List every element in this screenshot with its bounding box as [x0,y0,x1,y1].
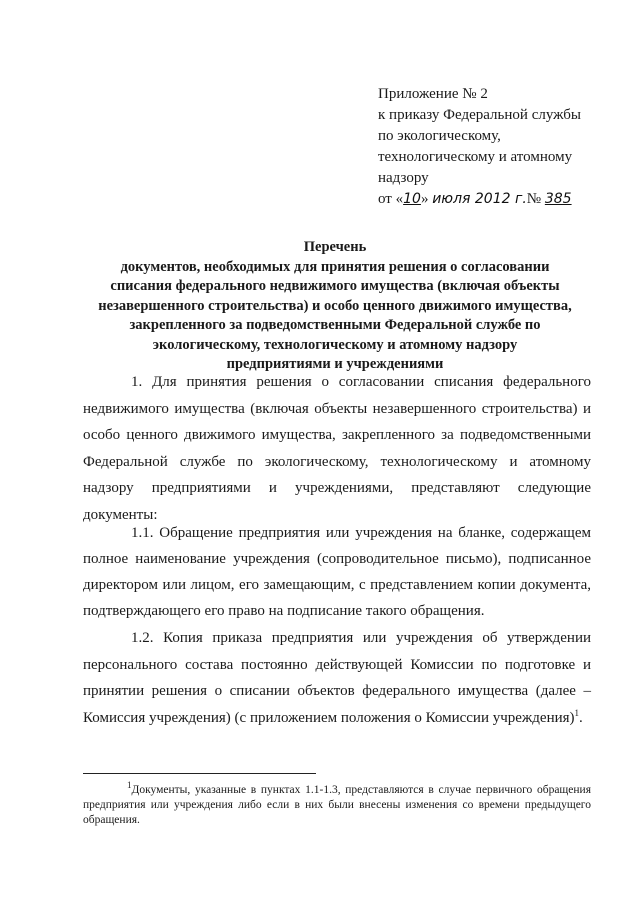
paragraph-1: 1. Для принятия решения о согласовании списания федерального недвижимого имущества (включая объекты незавершенного строительства) и особо ценного движимого имущества, закрепленного за подведомственными Федеральной службе по экологическому, технологическому и атомному надзору предприятиями и учреждениями, представляют следующие документы: [83,374,591,523]
date-prefix: от « [378,191,404,207]
paragraph-1-2 [83,625,591,731]
handwritten-month-year: июля 2012 г. [432,191,527,207]
appendix-agency-line-3: надзору [378,170,429,186]
footnote [83,780,591,828]
title-line-1: документов, необходимых для принятия решения о согласовании [120,258,550,275]
footnote-text: Документы, указанные в пунктах 1.1-1.3, представляются в случае первичного обращения предприятия или учреждения либо если в них были внесены изменения со времени предыдущего обращения. [83,784,591,826]
footnote-divider [83,773,316,774]
title-line-2: списания федерального недвижимого имущества (включая объекты [110,278,560,294]
title-heading: Перечень [303,239,367,255]
handwritten-order-number: 385 [544,191,572,207]
title-line-4: закрепленного за подведомственными Федеральной службе по [129,317,541,333]
paragraph-1-2-text: 1.2. Копия приказа предприятия или учреждения об утверждении персонального состава постоянно действующей Комиссии по подготовке и принятии решения о списании объектов федерального имущества (далее – Комиссия учреждения) (с приложением положения о Комиссии учреждения) [83,630,591,726]
appendix-agency-line-2: технологическому и атомному [378,149,573,165]
paragraph-1-1: 1.1. Обращение предприятия или учреждения на бланке, содержащем полное наименование учреждения (сопроводительное письмо), подписанное директором или лицом, его замещающим, с представлением копии документа, подтверждающего его право на подписание такого обращения. [83,525,591,619]
number-label: № [526,191,542,207]
date-mid: » [420,191,433,207]
appendix-header [378,84,618,210]
appendix-agency-line-1: по экологическому, [378,128,501,144]
footnote-mark: 1 [127,780,132,791]
title-line-3: незавершенного строительства) и особо ценного движимого имущества, [98,297,572,314]
appendix-number: Приложение № 2 [378,86,488,102]
handwritten-day: 10 [403,191,421,207]
document-title [70,238,600,375]
title-line-6: предприятиями и учреждениями [226,356,444,372]
appendix-order-line: к приказу Федеральной службы [378,107,582,123]
appendix-date-line [378,189,618,210]
footnote-reference[interactable]: 1 [574,707,580,718]
title-line-5: экологическому, технологическому и атомному надзору [152,336,518,353]
paragraph-1-2-end: . [579,709,583,726]
